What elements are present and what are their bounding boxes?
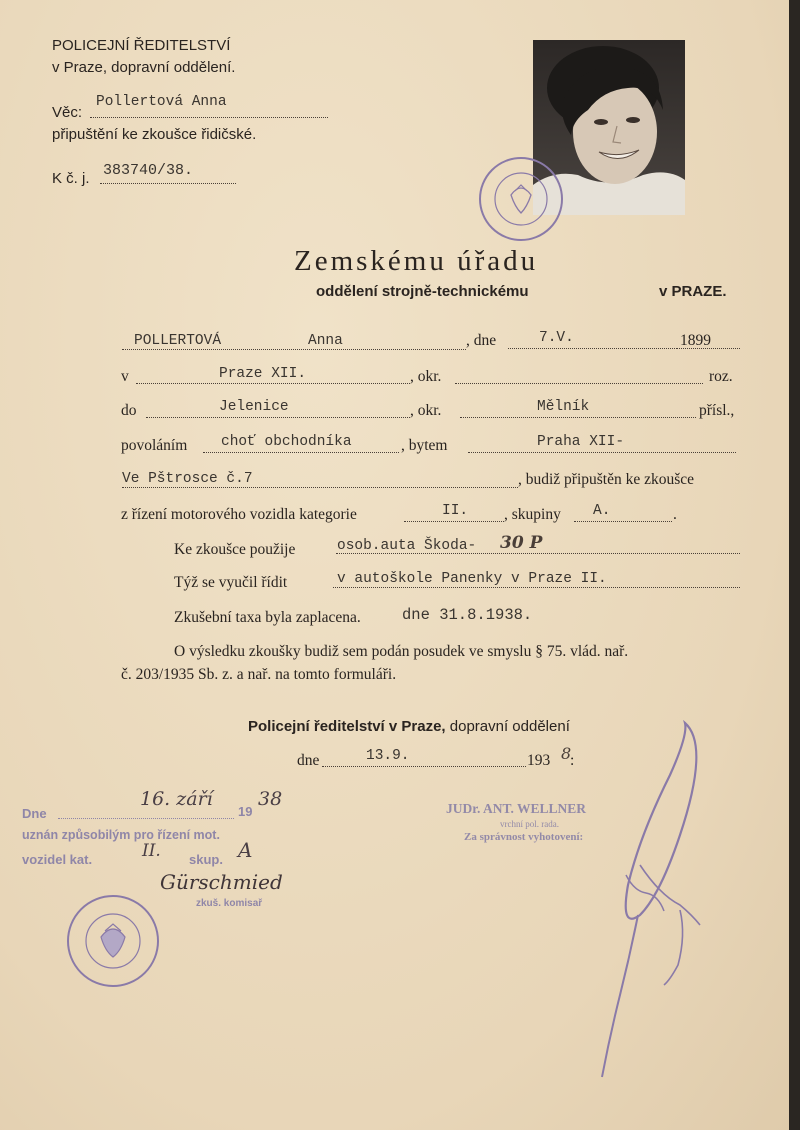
prisl-label: přísl., [699,402,735,419]
v-label: v [121,368,129,385]
addressee-title: Zemskému úřadu [294,245,539,277]
scan-edge [789,0,800,1130]
vec-label: Věc: [52,104,83,121]
exam-date-hand: 16. září [140,788,213,810]
residence-1-underline [468,452,736,453]
vysledek-line-1: O výsledku zkoušky budiž sem podán posudek ve smyslu § 75. vlád. nař. [174,643,629,660]
kcj-value: 383740/38. [103,162,194,179]
official-name: JUDr. ANT. WELLNER [446,801,587,816]
official-signature [560,715,710,1085]
vehicle-handwritten: 30 P [500,533,543,553]
vec-subject: připuštění ke zkoušce řidičské. [52,126,257,143]
group-underline [574,521,672,522]
signoff-office-bold: Policejní ředitelství v Praze, [248,718,446,735]
okr-label-1: , okr. [410,368,442,385]
domicile: Jelenice [219,399,289,415]
budiz-label: , budiž připuštěn ke zkoušce [518,471,695,488]
addressee-department: oddělení strojně-technickému [316,283,529,300]
exam-year-hand: 38 [258,788,283,810]
kcj-underline [100,183,236,184]
form-surname: POLLERTOVÁ [134,333,222,349]
school-underline [333,587,740,588]
signoff-year-suffix: : [570,752,575,769]
signoff-dne-label: dne [297,752,320,769]
exam-date-underline [58,818,234,819]
bytem-label: , bytem [401,437,448,454]
residence-1: Praha XII- [537,434,625,450]
group: A. [593,503,611,519]
exam-category-hand: II. [142,841,161,861]
signoff-year-hand: 8 [561,744,572,763]
birthplace-underline [136,383,410,384]
vec-name: Pollertová Anna [96,94,227,110]
name-underline [122,349,466,350]
occupation: choť obchodníka [221,434,352,450]
vycuil-label: Týž se vyučil řídit [174,574,288,591]
form-firstname: Anna [308,333,343,349]
vehicle: osob.auta Škoda- [337,538,477,554]
povolanim-label: povoláním [121,437,188,454]
birth-year-underline [676,348,740,349]
okr-label-2: , okr. [410,402,442,419]
signoff-year-prefix: 193 [527,752,551,769]
occupation-underline [203,452,399,453]
category: II. [442,503,469,519]
district: Mělník [537,399,590,415]
signoff-office-rest: dopravní oddělení [449,718,570,735]
exam-skup-label: skup. [189,852,223,867]
domicile-underline [146,417,410,418]
pouzije-label: Ke zkoušce použije [174,541,296,558]
kcj-label: K č. j. [52,170,90,187]
exam-group-hand: A [238,838,253,862]
vysledek-line-2: č. 203/1935 Sb. z. a nař. na tomto formuláři. [121,666,397,683]
exam-seal [65,893,161,989]
rizeni-label: z řízení motorového vozidla kategorie [121,506,357,523]
exam-dne-label: Dne [22,806,47,821]
birth-day-underline [508,348,675,349]
signoff-date-underline [322,766,526,767]
birth-day: 7.V. [539,330,574,346]
exam-seal-image [65,893,161,989]
header-department: v Praze, dopravní oddělení. [52,59,236,76]
signoff-date: 13.9. [366,748,410,764]
residence-2: Ve Pštrosce č.7 [122,471,253,487]
okr-1-underline [455,383,703,384]
official-signature-stroke [560,715,710,1085]
police-stamp [477,155,565,243]
birthplace: Praze XII. [219,366,307,382]
birth-year: 1899 [680,332,711,349]
addressee-city: v PRAZE. [659,283,727,300]
category-underline [404,521,504,522]
official-copy-certification: Za správnost vyhotovení: [464,831,584,843]
exam-line-2: uznán způsobilým pro řízení mot. [22,828,220,842]
exam-year-prefix: 19 [238,804,253,819]
dne-label: , dne [466,332,497,349]
exam-vozidel-label: vozidel kat. [22,852,93,867]
district-underline [460,417,696,418]
period: . [673,506,677,523]
residence-2-underline [122,487,518,488]
signoff-office [248,718,570,735]
driving-school: v autoškole Panenky v Praze II. [337,571,607,587]
exam-komisar-label: zkuš. komisař [196,898,263,909]
taxa-label: Zkušební taxa byla zaplacena. [174,609,361,626]
taxa-date: dne 31.8.1938. [402,606,533,624]
police-stamp-seal [477,155,565,243]
official-title: vrchní pol. rada. [500,819,559,829]
do-label: do [121,402,137,419]
header-office: POLICEJNÍ ŘEDITELSTVÍ [52,37,231,54]
vehicle-underline [336,553,740,554]
skupiny-label: , skupiny [504,506,561,523]
vec-underline [90,117,328,118]
roz-label: roz. [709,368,733,385]
examiner-signature: Gürschmied [160,870,283,894]
